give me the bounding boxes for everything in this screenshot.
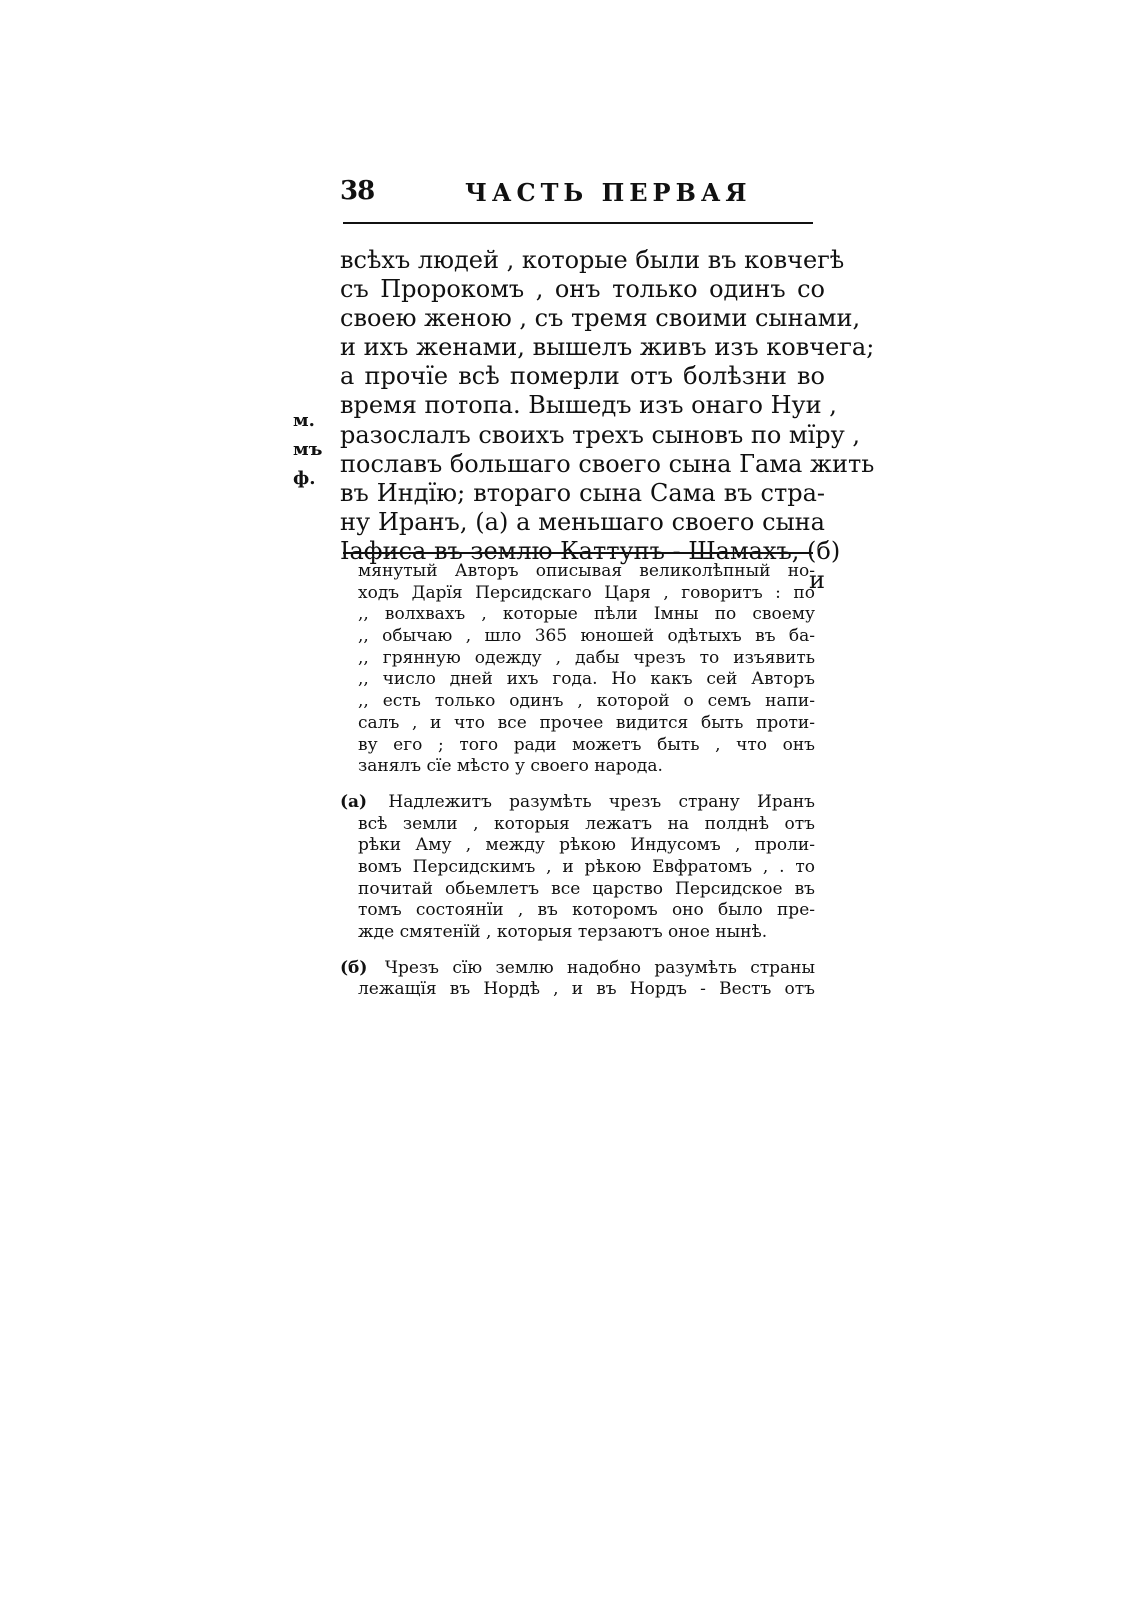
footnote-line: всѣ земли , которыя лежатъ на полднѣ отъ: [358, 813, 815, 834]
footnote-line: ходъ Дарїя Персидскаго Царя , говоритъ : по: [358, 582, 815, 603]
footnote-line: ,, есть только одинъ , которой о семъ напи-: [358, 691, 815, 712]
footnote-line: [340, 958, 815, 980]
footnote-line: ,, число дней ихъ года. Но какъ сей Авторъ: [358, 669, 815, 690]
running-head: ЧАСТЬ ПЕРВАЯ: [465, 178, 752, 207]
footnote-text: Надлежитъ разумѣть чрезъ страну Иранъ: [388, 791, 815, 812]
footnote-line: почитай обьемлетъ все царство Персидское въ: [358, 878, 815, 899]
margin-notes: [293, 406, 333, 493]
footnote-line: занялъ сїе мѣсто у своего народа.: [358, 756, 663, 777]
main-text-line: всѣхъ людей , которые были въ ковчегѣ: [340, 246, 845, 274]
footnote-line: рѣки Аму , между рѣкою Индусомъ , проли-: [358, 835, 815, 856]
main-text-line: Іафиса въ землю Каттупъ - Шамахъ, (б): [340, 536, 841, 565]
footnote-marker-a: (а): [340, 791, 368, 812]
footnote-line: салъ , и что все прочее видится быть проти-: [358, 712, 815, 733]
catchword: и: [809, 566, 825, 595]
main-text-line: пославъ большаго своего сына Гама жить: [340, 449, 875, 478]
main-text: [340, 246, 875, 595]
main-text-line: ну Иранъ, (а) а меньшаго своего сына: [340, 507, 825, 536]
header-rule: [343, 222, 813, 224]
footnote-line: томъ состоянїи , въ которомъ оно было пре-: [358, 900, 815, 921]
footnote-a: [340, 792, 815, 944]
footnote-b: [340, 958, 815, 1001]
footnote-line: ,, волхвахъ , которые пѣли Імны по своему: [358, 604, 815, 625]
margin-note: мъ: [293, 439, 323, 461]
page-number: 38: [340, 176, 375, 206]
footnote-line: [340, 792, 815, 814]
footnote-line: мянутый Авторъ описывая великолѣпный но-: [358, 561, 815, 581]
footnotes: [340, 561, 815, 1015]
main-text-line: въ Индїю; втораго сына Сама въ стра-: [340, 478, 825, 507]
footnote-line: жде смятенїй , которыя терзаютъ оное нынѣ.: [358, 922, 768, 942]
main-text-line: разослалъ своихъ трехъ сыновъ по мїру ,: [340, 420, 861, 449]
footnote-continued: [340, 561, 815, 778]
footnote-marker-b: (б): [340, 957, 368, 978]
footnote-line: ,, обычаю , шло 365 юношей одѣтыхъ въ ба-: [358, 626, 815, 647]
main-text-line: съ Пророкомъ , онъ только одинъ со: [340, 275, 825, 304]
main-text-line: своею женою , съ тремя своими сынами,: [340, 304, 861, 333]
footnote-line: ,, грянную одежду , дабы чрезъ то изъявить: [358, 647, 815, 668]
footnote-text: Чрезъ сїю землю надобно разумѣть страны: [384, 957, 816, 978]
margin-note: ф.: [293, 468, 316, 490]
main-text-line: и ихъ женами, вышелъ живъ изъ ковчега;: [340, 333, 875, 362]
footnote-line: вомъ Персидскимъ , и рѣкою Евфратомъ , . то: [358, 856, 815, 877]
main-text-line: а прочїе всѣ померли отъ болѣзни во: [340, 362, 825, 391]
footnote-line: ву его ; того ради можетъ быть , что онъ: [358, 734, 815, 755]
main-text-line: время потопа. Вышедъ изъ онаго Нуи ,: [340, 391, 837, 420]
margin-note: м.: [293, 410, 315, 431]
footnote-rule: [343, 552, 813, 554]
footnote-line: лежащїя въ Нордѣ , и въ Нордъ - Вестъ отъ: [358, 979, 815, 1000]
